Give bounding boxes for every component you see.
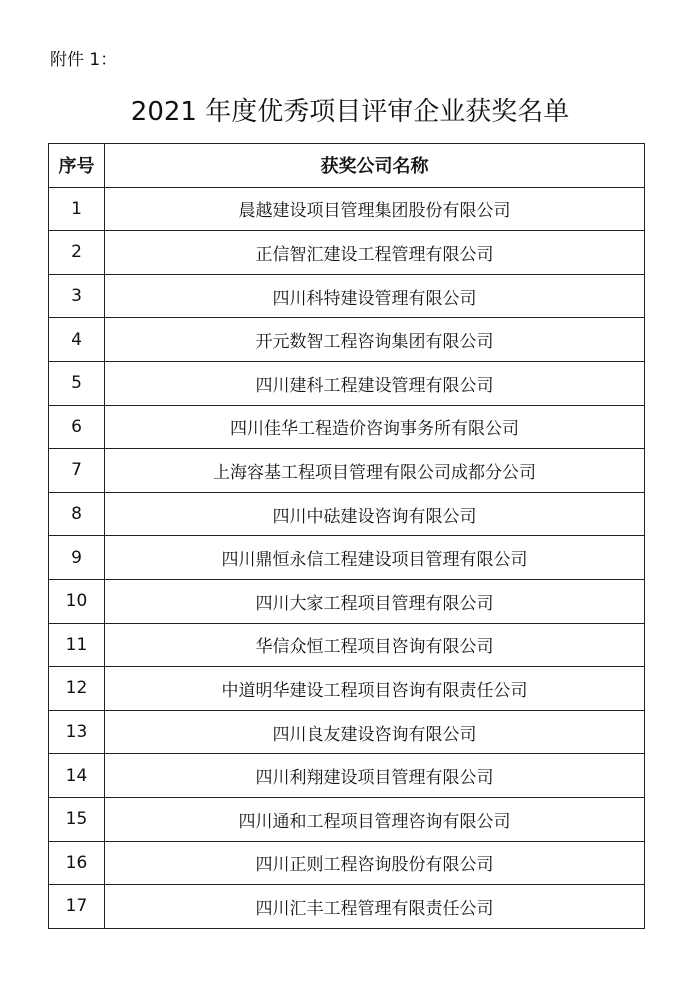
table-row xyxy=(49,318,645,362)
table-row xyxy=(49,579,645,623)
table-body xyxy=(49,187,645,928)
row-number: 12 xyxy=(49,667,105,711)
company-name: 四川通和工程项目管理咨询有限公司 xyxy=(105,797,645,841)
table-row xyxy=(49,841,645,885)
row-number: 8 xyxy=(49,492,105,536)
row-number: 5 xyxy=(49,361,105,405)
company-name: 四川建科工程建设管理有限公司 xyxy=(105,361,645,405)
table-row xyxy=(49,449,645,493)
table-row xyxy=(49,361,645,405)
row-number: 4 xyxy=(49,318,105,362)
table-row xyxy=(49,797,645,841)
table-header-row xyxy=(49,144,645,188)
company-name: 上海容基工程项目管理有限公司成都分公司 xyxy=(105,449,645,493)
column-header-number: 序号 xyxy=(49,144,105,188)
award-table xyxy=(48,143,645,929)
row-number: 13 xyxy=(49,710,105,754)
company-name: 四川中砝建设咨询有限公司 xyxy=(105,492,645,536)
row-number: 17 xyxy=(49,885,105,929)
table-row xyxy=(49,405,645,449)
row-number: 15 xyxy=(49,797,105,841)
row-number: 6 xyxy=(49,405,105,449)
row-number: 10 xyxy=(49,579,105,623)
table-row xyxy=(49,231,645,275)
company-name: 四川佳华工程造价咨询事务所有限公司 xyxy=(105,405,645,449)
company-name: 华信众恒工程项目咨询有限公司 xyxy=(105,623,645,667)
row-number: 11 xyxy=(49,623,105,667)
column-header-company: 获奖公司名称 xyxy=(105,144,645,188)
company-name: 四川大家工程项目管理有限公司 xyxy=(105,579,645,623)
row-number: 2 xyxy=(49,231,105,275)
table-row xyxy=(49,536,645,580)
company-name: 四川科特建设管理有限公司 xyxy=(105,274,645,318)
document-title: 2021 年度优秀项目评审企业获奖名单 xyxy=(130,97,570,127)
table-row xyxy=(49,754,645,798)
table-row xyxy=(49,187,645,231)
company-name: 四川鼎恒永信工程建设项目管理有限公司 xyxy=(105,536,645,580)
attachment-label: 附件 1： xyxy=(50,50,118,70)
table-row xyxy=(49,710,645,754)
company-name: 四川利翔建设项目管理有限公司 xyxy=(105,754,645,798)
company-name: 开元数智工程咨询集团有限公司 xyxy=(105,318,645,362)
company-name: 晨越建设项目管理集团股份有限公司 xyxy=(105,187,645,231)
company-name: 四川良友建设咨询有限公司 xyxy=(105,710,645,754)
row-number: 14 xyxy=(49,754,105,798)
table-row xyxy=(49,274,645,318)
company-name: 中道明华建设工程项目咨询有限责任公司 xyxy=(105,667,645,711)
table-row xyxy=(49,885,645,929)
row-number: 1 xyxy=(49,187,105,231)
table-row xyxy=(49,492,645,536)
company-name: 四川汇丰工程管理有限责任公司 xyxy=(105,885,645,929)
company-name: 四川正则工程咨询股份有限公司 xyxy=(105,841,645,885)
row-number: 16 xyxy=(49,841,105,885)
row-number: 3 xyxy=(49,274,105,318)
row-number: 7 xyxy=(49,449,105,493)
table-row xyxy=(49,623,645,667)
table-row xyxy=(49,667,645,711)
row-number: 9 xyxy=(49,536,105,580)
company-name: 正信智汇建设工程管理有限公司 xyxy=(105,231,645,275)
